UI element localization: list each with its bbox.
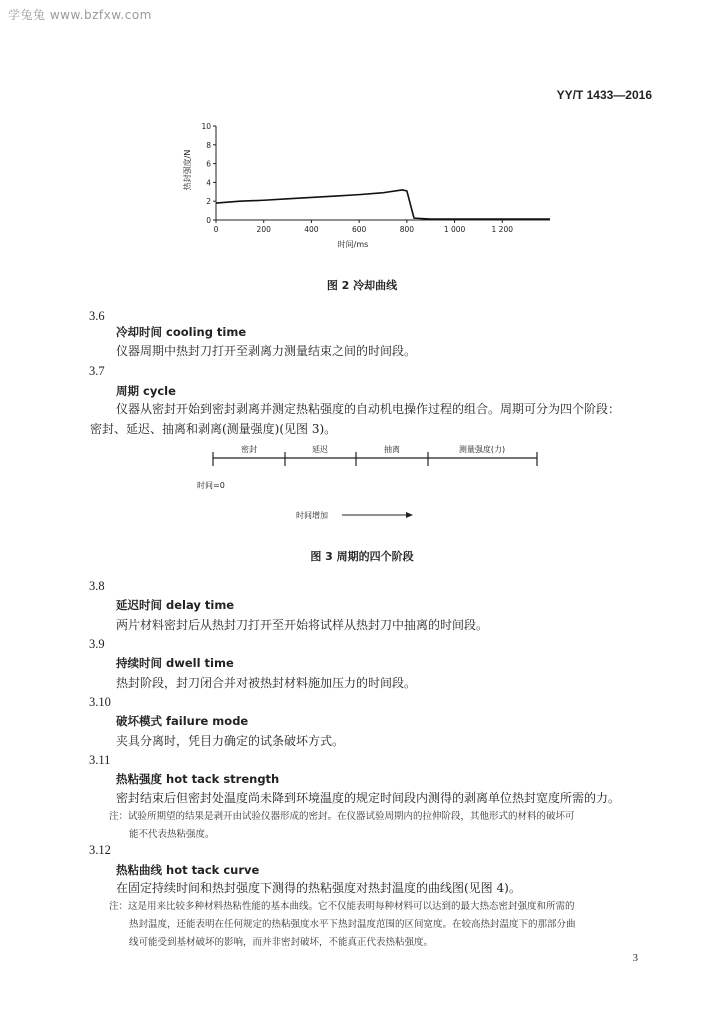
term-definition [116, 615, 656, 635]
figure-2-caption: 图 2 冷却曲线 [326, 279, 398, 292]
definition-line: 密封、延迟、抽离和剥离(测量强度)(见图 3)。 [90, 422, 337, 436]
figure-3-diagram [180, 438, 560, 528]
x-tick-label: 1 200 [491, 225, 514, 234]
stage-label: 延迟 [312, 445, 328, 454]
term-number: 3.11 [89, 753, 111, 767]
y-tick-label: 10 [201, 122, 211, 131]
note [109, 808, 657, 844]
term-definition [116, 673, 656, 693]
note-line: 线可能受到基材破坏的影响，而并非密封破坏，不能真正代表热粘强度。 [129, 937, 434, 948]
stage-label: 密封 [241, 445, 257, 454]
definition-line: 热封阶段，封刀闭合并对被热封材料施加压力的时间段。 [116, 676, 417, 690]
y-tick-label: 8 [206, 140, 211, 150]
term-title: 破坏模式 failure mode [116, 714, 249, 728]
definition-line: 夹具分离时，凭目力确定的试条破坏方式。 [116, 734, 345, 748]
figure-3-caption: 图 3 周期的四个阶段 [310, 550, 414, 563]
time-increase-label: 时间增加 [296, 511, 328, 520]
chart-axes [216, 126, 550, 220]
x-tick-label: 0 [213, 225, 219, 234]
x-tick-label: 600 [351, 225, 367, 234]
term-number: 3.9 [89, 637, 105, 651]
term-number: 3.8 [89, 579, 105, 593]
term-definition [116, 788, 656, 808]
note [109, 898, 657, 952]
chart-ticks [201, 122, 513, 234]
y-tick-label: 4 [206, 178, 211, 188]
y-tick-label: 0 [206, 216, 211, 225]
definition-line: 密封结束后但密封处温度尚未降到环境温度的规定时间段内测得的剥离单位热封宽度所需的力。 [116, 791, 621, 805]
series-line [216, 190, 550, 219]
term-definition [116, 731, 656, 751]
definition-line: 仪器周期中热封刀打开至剥离力测量结束之间的时间段。 [116, 344, 417, 358]
term-number: 3.10 [89, 695, 111, 709]
term-number: 3.7 [89, 364, 105, 378]
x-tick-label: 400 [304, 225, 319, 234]
term-title: 热粘强度 hot tack strength [116, 772, 280, 786]
definition-line: 在固定持续时间和热封强度下测得的热粘强度对热封温度的曲线图(见图 4)。 [116, 881, 521, 895]
time-zero-label: 时间=0 [197, 481, 225, 490]
term-title: 热粘曲线 hot tack curve [116, 863, 260, 877]
stage-label: 测量强度(力) [458, 445, 506, 454]
term-title: 延迟时间 delay time [116, 598, 235, 612]
term-definition [116, 878, 656, 898]
note-line: 注：这是用来比较多种材料热粘性能的基本曲线。它不仅能表明每种材料可以达到的最大热态密封强度和所需的 [109, 901, 575, 912]
term-number: 3.6 [89, 309, 105, 323]
watermark: 学兔兔 www.bzfxw.com [8, 8, 152, 22]
arrow-head-icon [406, 512, 413, 518]
page-number: 3 [632, 952, 638, 964]
term-number: 3.12 [89, 843, 111, 857]
chart-x-label: 时间/ms [337, 240, 369, 249]
term-title: 冷却时间 cooling time [116, 325, 247, 339]
note-line: 注：试验所期望的结果是剥开由试验仪器形成的密封。在仪器试验周期内的拉伸阶段，其他形式的材料的破坏可 [109, 811, 575, 822]
chart-y-label: 热封强度/N [183, 149, 192, 191]
x-tick-label: 200 [256, 225, 271, 234]
term-title: 周期 cycle [116, 384, 176, 398]
standard-number: YY/T 1433—2016 [556, 88, 652, 102]
definition-line: 仪器从密封开始到密封剥离并测定热粘强度的自动机电操作过程的组合。周期可分为四个阶段： [116, 402, 621, 416]
note-line: 热封温度，还能表明在任何规定的热粘强度水平下热封温度范围的区间宽度。在较高热封温度下的那部分曲 [129, 919, 576, 930]
term-title: 持续时间 dwell time [116, 656, 234, 670]
x-tick-label: 800 [399, 225, 415, 234]
term-definition [90, 399, 656, 439]
term-definition [116, 341, 656, 361]
x-tick-label: 1 000 [443, 225, 466, 234]
definition-line: 两片材料密封后从热封刀打开至开始将试样从热封刀中抽离的时间段。 [116, 618, 489, 632]
note-line: 能不代表热粘强度。 [129, 829, 215, 840]
figure-2-chart [170, 118, 570, 256]
y-tick-label: 2 [206, 197, 211, 207]
y-tick-label: 6 [206, 159, 211, 169]
chart-series [216, 190, 550, 219]
stage-label: 抽离 [384, 445, 400, 454]
